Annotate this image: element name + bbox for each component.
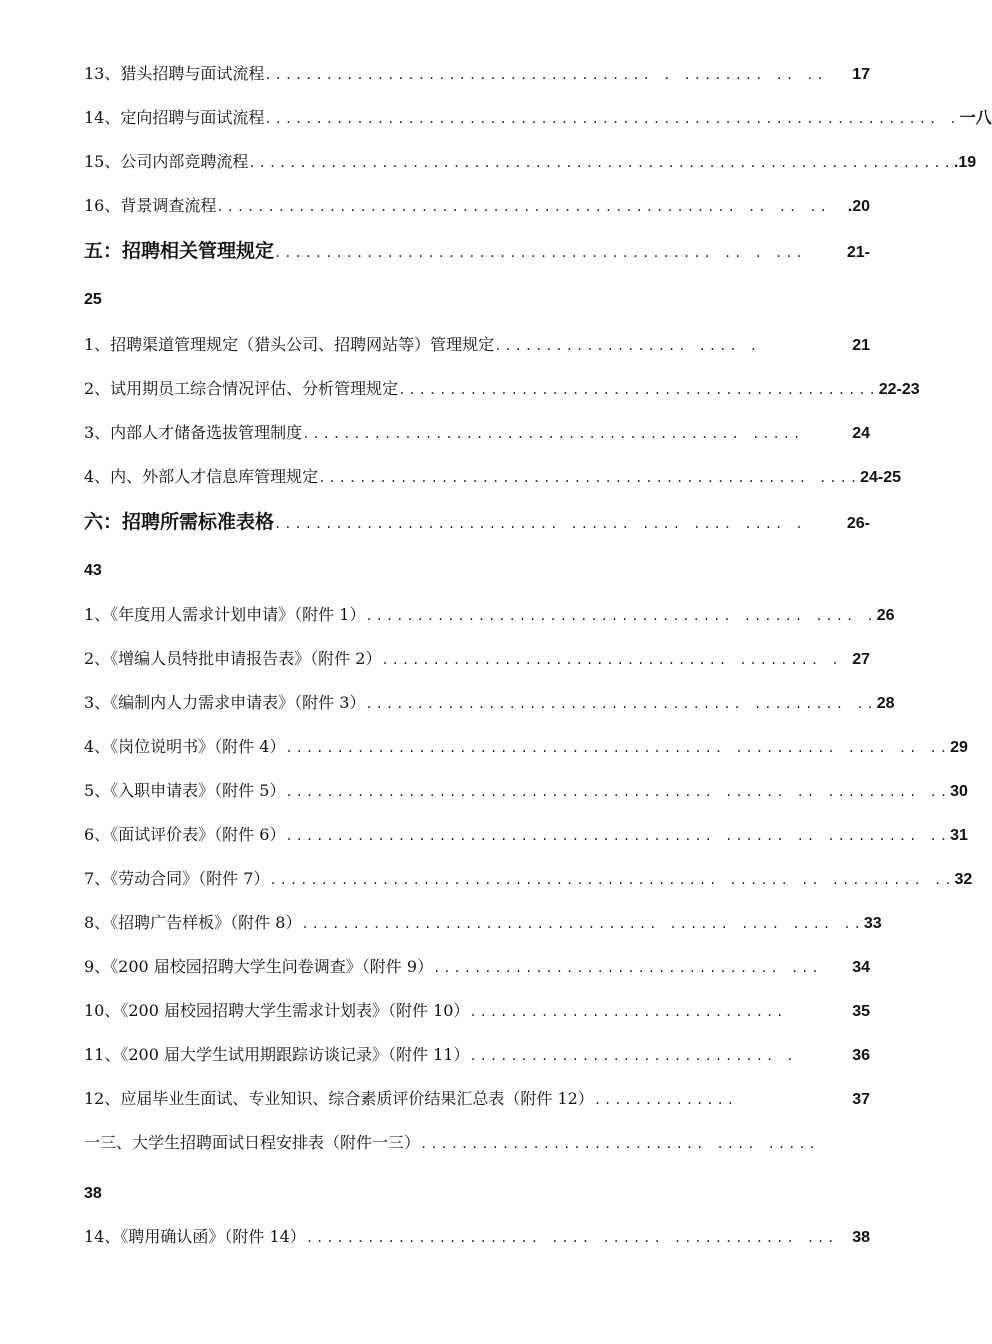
toc-page-number: 22-23: [878, 381, 920, 398]
toc-entry-label: 12、应届毕业生面试、专业知识、综合素质评价结果汇总表（附件 12）: [84, 1089, 594, 1108]
toc-page-number: 17: [852, 66, 870, 83]
toc-leader-dots: ..................................... ......... ..: [365, 697, 877, 711]
toc-leader-dots: ...............................: [469, 1005, 787, 1019]
toc-leader-dots: ........................................... .. . ...: [274, 246, 806, 260]
toc-entry-label: 15、公司内部竞聘流程: [84, 152, 249, 171]
toc-entry-6-5: [84, 780, 968, 803]
toc-page-number: 31: [950, 827, 968, 844]
toc-page-number: .20: [847, 198, 870, 215]
toc-entry-label: 14、定向招聘与面试流程: [84, 108, 265, 127]
toc-entry-label: 10、《200 届校园招聘大学生需求计划表》（附件 10）: [84, 1001, 470, 1020]
toc-entry-label: 11、《200 届大学生试用期跟踪访谈记录》（附件 11）: [84, 1045, 470, 1064]
toc-entry-6-12: [84, 1088, 870, 1111]
toc-page-continuation: 43: [84, 562, 102, 579]
toc-page-number: 30: [950, 783, 968, 800]
toc-leader-dots: ..............: [593, 1093, 737, 1107]
toc-entry-label: 14、《聘用确认函》（附件 14）: [84, 1227, 306, 1246]
toc-leader-dots: ............................................ ...... .. ......... ..: [269, 873, 955, 887]
toc-entry-5-4: [84, 466, 902, 489]
toc-page-number: 一八: [959, 110, 992, 127]
toc-entry-label: 13、猎头招聘与面试流程: [84, 64, 265, 83]
toc-entry-label: 一三、大学生招聘面试日程安排表（附件一三）: [84, 1133, 421, 1152]
toc-section-5: [84, 240, 870, 264]
toc-entry-6-2: [84, 648, 870, 671]
toc-leader-dots: .................................................................. .: [264, 112, 960, 126]
toc-entry-14: [84, 107, 992, 130]
toc-entry-label: 16、背景调查流程: [84, 196, 217, 215]
toc-leader-dots: .................................... ...... .... .: [365, 609, 877, 623]
toc-entry-5-3: [84, 422, 870, 445]
toc-entry-label: 9、《200 届校园招聘大学生问卷调查》（附件 9）: [84, 957, 434, 976]
toc-page-number: 24: [852, 425, 870, 442]
toc-page-number: 21: [852, 337, 870, 354]
toc-page-continuation: 25: [84, 291, 102, 308]
toc-entry-6-14: [84, 1226, 870, 1249]
toc-entry-6-3: [84, 692, 895, 715]
toc-leader-dots: ............................ .... .....: [420, 1137, 819, 1151]
toc-entry-label: 2、《增编人员特批申请报告表》（附件 2）: [84, 649, 382, 668]
toc-section-title: 六：招聘所需标准表格: [84, 511, 275, 533]
toc-entry-6-4: [84, 736, 968, 759]
toc-page-number: 28: [876, 695, 895, 712]
toc-section-6: [84, 511, 870, 535]
toc-leader-dots: ........................................... .......... .... .. ..: [285, 741, 951, 755]
toc-entry-6-11: [84, 1044, 870, 1067]
toc-entry-label: 4、内、外部人才信息库管理规定: [84, 467, 319, 486]
toc-leader-dots: ................... .... .: [494, 339, 761, 353]
toc-page-number: 24-25: [860, 469, 902, 486]
toc-entry-label: 6、《面试评价表》（附件 6）: [84, 825, 286, 844]
toc-leader-dots: .......................................... ...... .. ......... ..: [285, 829, 951, 843]
toc-leader-dots: .....................................................................: [248, 156, 954, 170]
toc-entry-15: [84, 151, 977, 174]
toc-entry-label: 1、招聘渠道管理规定（猎头公司、招聘网站等）管理规定: [84, 335, 495, 354]
toc-page-number: 26: [876, 607, 895, 624]
toc-page-continuation: 38: [84, 1185, 102, 1202]
toc-page-number: 27: [852, 651, 870, 668]
toc-entry-label: 3、内部人才储备选拔管理制度: [84, 423, 303, 442]
toc-leader-dots: .............................. .: [469, 1049, 797, 1063]
toc-page-number: 29: [950, 739, 968, 756]
toc-entry-6-8: [84, 912, 882, 935]
toc-entry-label: 5、《入职申请表》（附件 5）: [84, 781, 286, 800]
toc-entry-label: 4、《岗位说明书》（附件 4）: [84, 737, 286, 756]
toc-entry-6-7: [84, 868, 973, 891]
toc-section-title: 五：招聘相关管理规定: [84, 240, 275, 262]
toc-entry-6-1: [84, 604, 895, 627]
toc-entry-13: [84, 63, 870, 86]
toc-page-number: 38: [852, 1229, 870, 1246]
toc-entry-16: [84, 195, 870, 218]
toc-leader-dots: ............................ ...... .... .... .... .: [274, 517, 806, 531]
toc-page-number: 37: [852, 1091, 870, 1108]
toc-leader-dots: .................................. ...: [433, 961, 822, 975]
toc-leader-dots: .......................................... ...... .. ......... ..: [285, 785, 951, 799]
toc-leader-dots: ...................................... . ........ .. ..: [264, 68, 827, 82]
toc-entry-label: 1、《年度用人需求计划申请》（附件 1）: [84, 605, 366, 624]
toc-entry-5-1: [84, 334, 870, 357]
toc-leader-dots: ...............................................: [398, 383, 879, 397]
toc-entry-6-10: [84, 1000, 870, 1023]
toc-entry-5-2: [84, 378, 920, 401]
toc-leader-dots: ................................................ ....: [318, 471, 861, 485]
toc-leader-dots: ................................................... .. .. ..: [216, 200, 830, 214]
toc-leader-dots: ....................... .... ...... ............ ...: [305, 1231, 838, 1245]
toc-entry-label: 8、《招聘广告样板》（附件 8）: [84, 913, 302, 932]
toc-page-number: 33: [863, 915, 882, 932]
toc-entry-label: 2、试用期员工综合情况评估、分析管理规定: [84, 379, 399, 398]
toc-page-number: 21-: [846, 244, 870, 261]
toc-entry-6-9: [84, 956, 870, 979]
toc-page-number: .19: [953, 154, 977, 171]
toc-entry-label: 7、《劳动合同》（附件 7）: [84, 869, 270, 888]
toc-page-number: 34: [852, 959, 870, 976]
toc-entry-6-13: [84, 1132, 870, 1155]
toc-entry-6-6: [84, 824, 968, 847]
toc-leader-dots: ........................................... .....: [302, 427, 804, 441]
toc-leader-dots: ................................... ...... .... .... ..: [301, 917, 864, 931]
toc-page-number: 35: [852, 1003, 870, 1020]
toc-page-number: 32: [954, 871, 973, 888]
toc-page-number: 36: [852, 1047, 870, 1064]
toc-leader-dots: .................................. ........ .: [381, 653, 842, 667]
toc-entry-label: 3、《编制内人力需求申请表》（附件 3）: [84, 693, 366, 712]
toc-page-number: 26-: [846, 515, 870, 532]
